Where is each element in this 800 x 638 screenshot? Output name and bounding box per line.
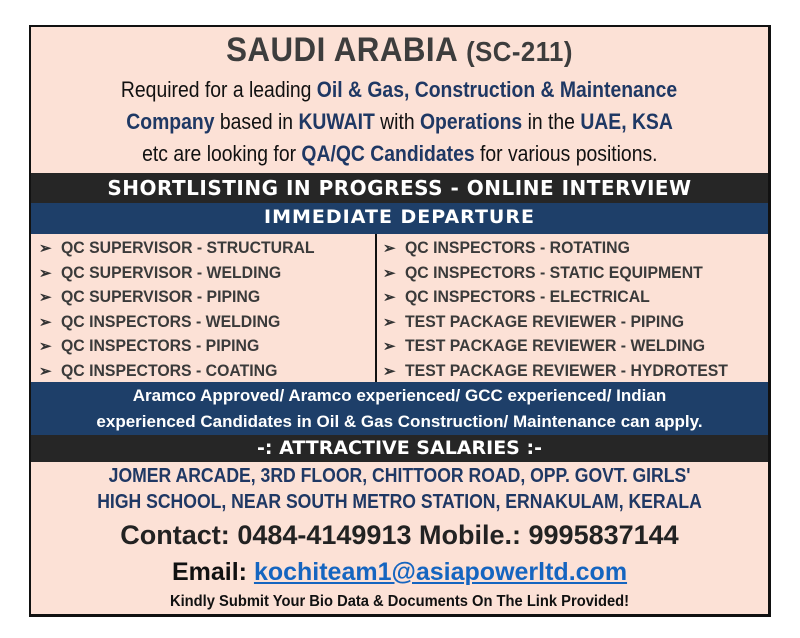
positions-column-left [31, 234, 377, 382]
position-item [377, 359, 768, 384]
position-label: TEST PACKAGE REVIEWER - HYDROTEST [405, 360, 728, 380]
eligibility-line-2: experienced Candidates in Oil & Gas Construction/ Maintenance can apply. [96, 412, 703, 431]
address-line-1 [31, 465, 768, 488]
position-label: QC SUPERVISOR - PIPING [61, 287, 261, 306]
position-item [31, 310, 375, 335]
contact-mobile[interactable]: 9995837144 [528, 520, 679, 550]
intro-highlight-operations: Operations [419, 109, 523, 134]
email-link[interactable]: kochiteam1@asiapowerltd.com [253, 558, 628, 586]
intro-text: in the [522, 109, 581, 134]
arrow-bullet-icon: ➢ [39, 362, 52, 380]
arrow-bullet-icon: ➢ [383, 289, 396, 306]
intro-highlight-industry: Oil & Gas, Construction & Maintenance [317, 77, 678, 102]
position-label: TEST PACKAGE REVIEWER - WELDING [405, 336, 706, 355]
intro-text: etc are looking for [141, 141, 302, 166]
position-item [377, 285, 768, 310]
address-line-2 [31, 491, 768, 514]
position-label: QC INSPECTORS - STATIC EQUIPMENT [405, 262, 703, 282]
intro-line-1 [31, 77, 768, 103]
positions-column-right [377, 234, 768, 382]
position-label: QC INSPECTORS - ROTATING [405, 238, 630, 257]
title-code: (SC-211) [466, 36, 573, 67]
position-label: QC SUPERVISOR - STRUCTURAL [61, 238, 315, 257]
position-label: QC INSPECTORS - COATING [61, 360, 278, 380]
position-label: QC INSPECTORS - WELDING [61, 311, 281, 331]
intro-highlight-company: Company [126, 109, 215, 134]
position-item [31, 236, 375, 261]
position-item [31, 285, 375, 310]
position-label: QC INSPECTORS - PIPING [61, 336, 260, 355]
intro-line-3 [31, 141, 768, 167]
arrow-bullet-icon: ➢ [383, 240, 396, 257]
position-item [377, 310, 768, 335]
position-label: TEST PACKAGE REVIEWER - PIPING [405, 311, 685, 331]
footer-note [31, 593, 768, 611]
positions-grid [31, 234, 768, 382]
arrow-bullet-icon: ➢ [39, 313, 52, 331]
arrow-bullet-icon: ➢ [383, 338, 396, 355]
arrow-bullet-icon: ➢ [383, 264, 396, 282]
intro-text: based in [214, 109, 299, 134]
contact-phone[interactable]: 0484-4149913 [237, 520, 412, 550]
arrow-bullet-icon: ➢ [39, 264, 52, 282]
position-item [31, 261, 375, 286]
footer-text: Kindly Submit Your Bio Data & Documents On The Link Provided! [169, 593, 630, 610]
position-item [31, 359, 375, 384]
salaries-banner: -: ATTRACTIVE SALARIES :- [31, 435, 768, 462]
intro-text: for various positions. [474, 141, 658, 166]
departure-banner: IMMEDIATE DEPARTURE [31, 203, 768, 234]
contact-row [31, 520, 768, 551]
intro-highlight-kuwait: KUWAIT [298, 109, 375, 134]
intro-highlight-candidates: QA/QC Candidates [301, 141, 475, 166]
position-label: QC INSPECTORS - ELECTRICAL [405, 287, 650, 306]
intro-highlight-regions: UAE, KSA [580, 109, 673, 134]
arrow-bullet-icon: ➢ [39, 240, 52, 257]
position-item [377, 334, 768, 359]
arrow-bullet-icon: ➢ [383, 362, 396, 380]
arrow-bullet-icon: ➢ [39, 289, 52, 306]
position-item [377, 261, 768, 286]
address-text: HIGH SCHOOL, NEAR SOUTH METRO STATION, ERNAKULAM, KERALA [97, 491, 702, 513]
intro-text: with [374, 109, 420, 134]
job-poster [29, 25, 771, 617]
arrow-bullet-icon: ➢ [39, 338, 52, 355]
title-country: SAUDI ARABIA [226, 31, 457, 69]
position-label: QC SUPERVISOR - WELDING [61, 262, 282, 282]
poster-title [60, 31, 738, 70]
position-item [377, 236, 768, 261]
address-text: JOMER ARCADE, 3RD FLOOR, CHITTOOR ROAD, OPP. GOVT. GIRLS' [108, 465, 691, 487]
contact-label: Contact: [120, 520, 230, 550]
mobile-label: Mobile.: [419, 520, 521, 550]
email-row [31, 558, 768, 587]
position-item [31, 334, 375, 359]
intro-line-2 [31, 109, 768, 135]
eligibility-banner [31, 382, 768, 435]
eligibility-line-1: Aramco Approved/ Aramco experienced/ GCC experienced/ Indian [132, 386, 667, 405]
arrow-bullet-icon: ➢ [383, 313, 396, 331]
email-label: Email: [171, 558, 247, 586]
shortlisting-banner: SHORTLISTING IN PROGRESS - ONLINE INTERVIEW [31, 173, 768, 203]
intro-text: Required for a leading [121, 77, 318, 102]
